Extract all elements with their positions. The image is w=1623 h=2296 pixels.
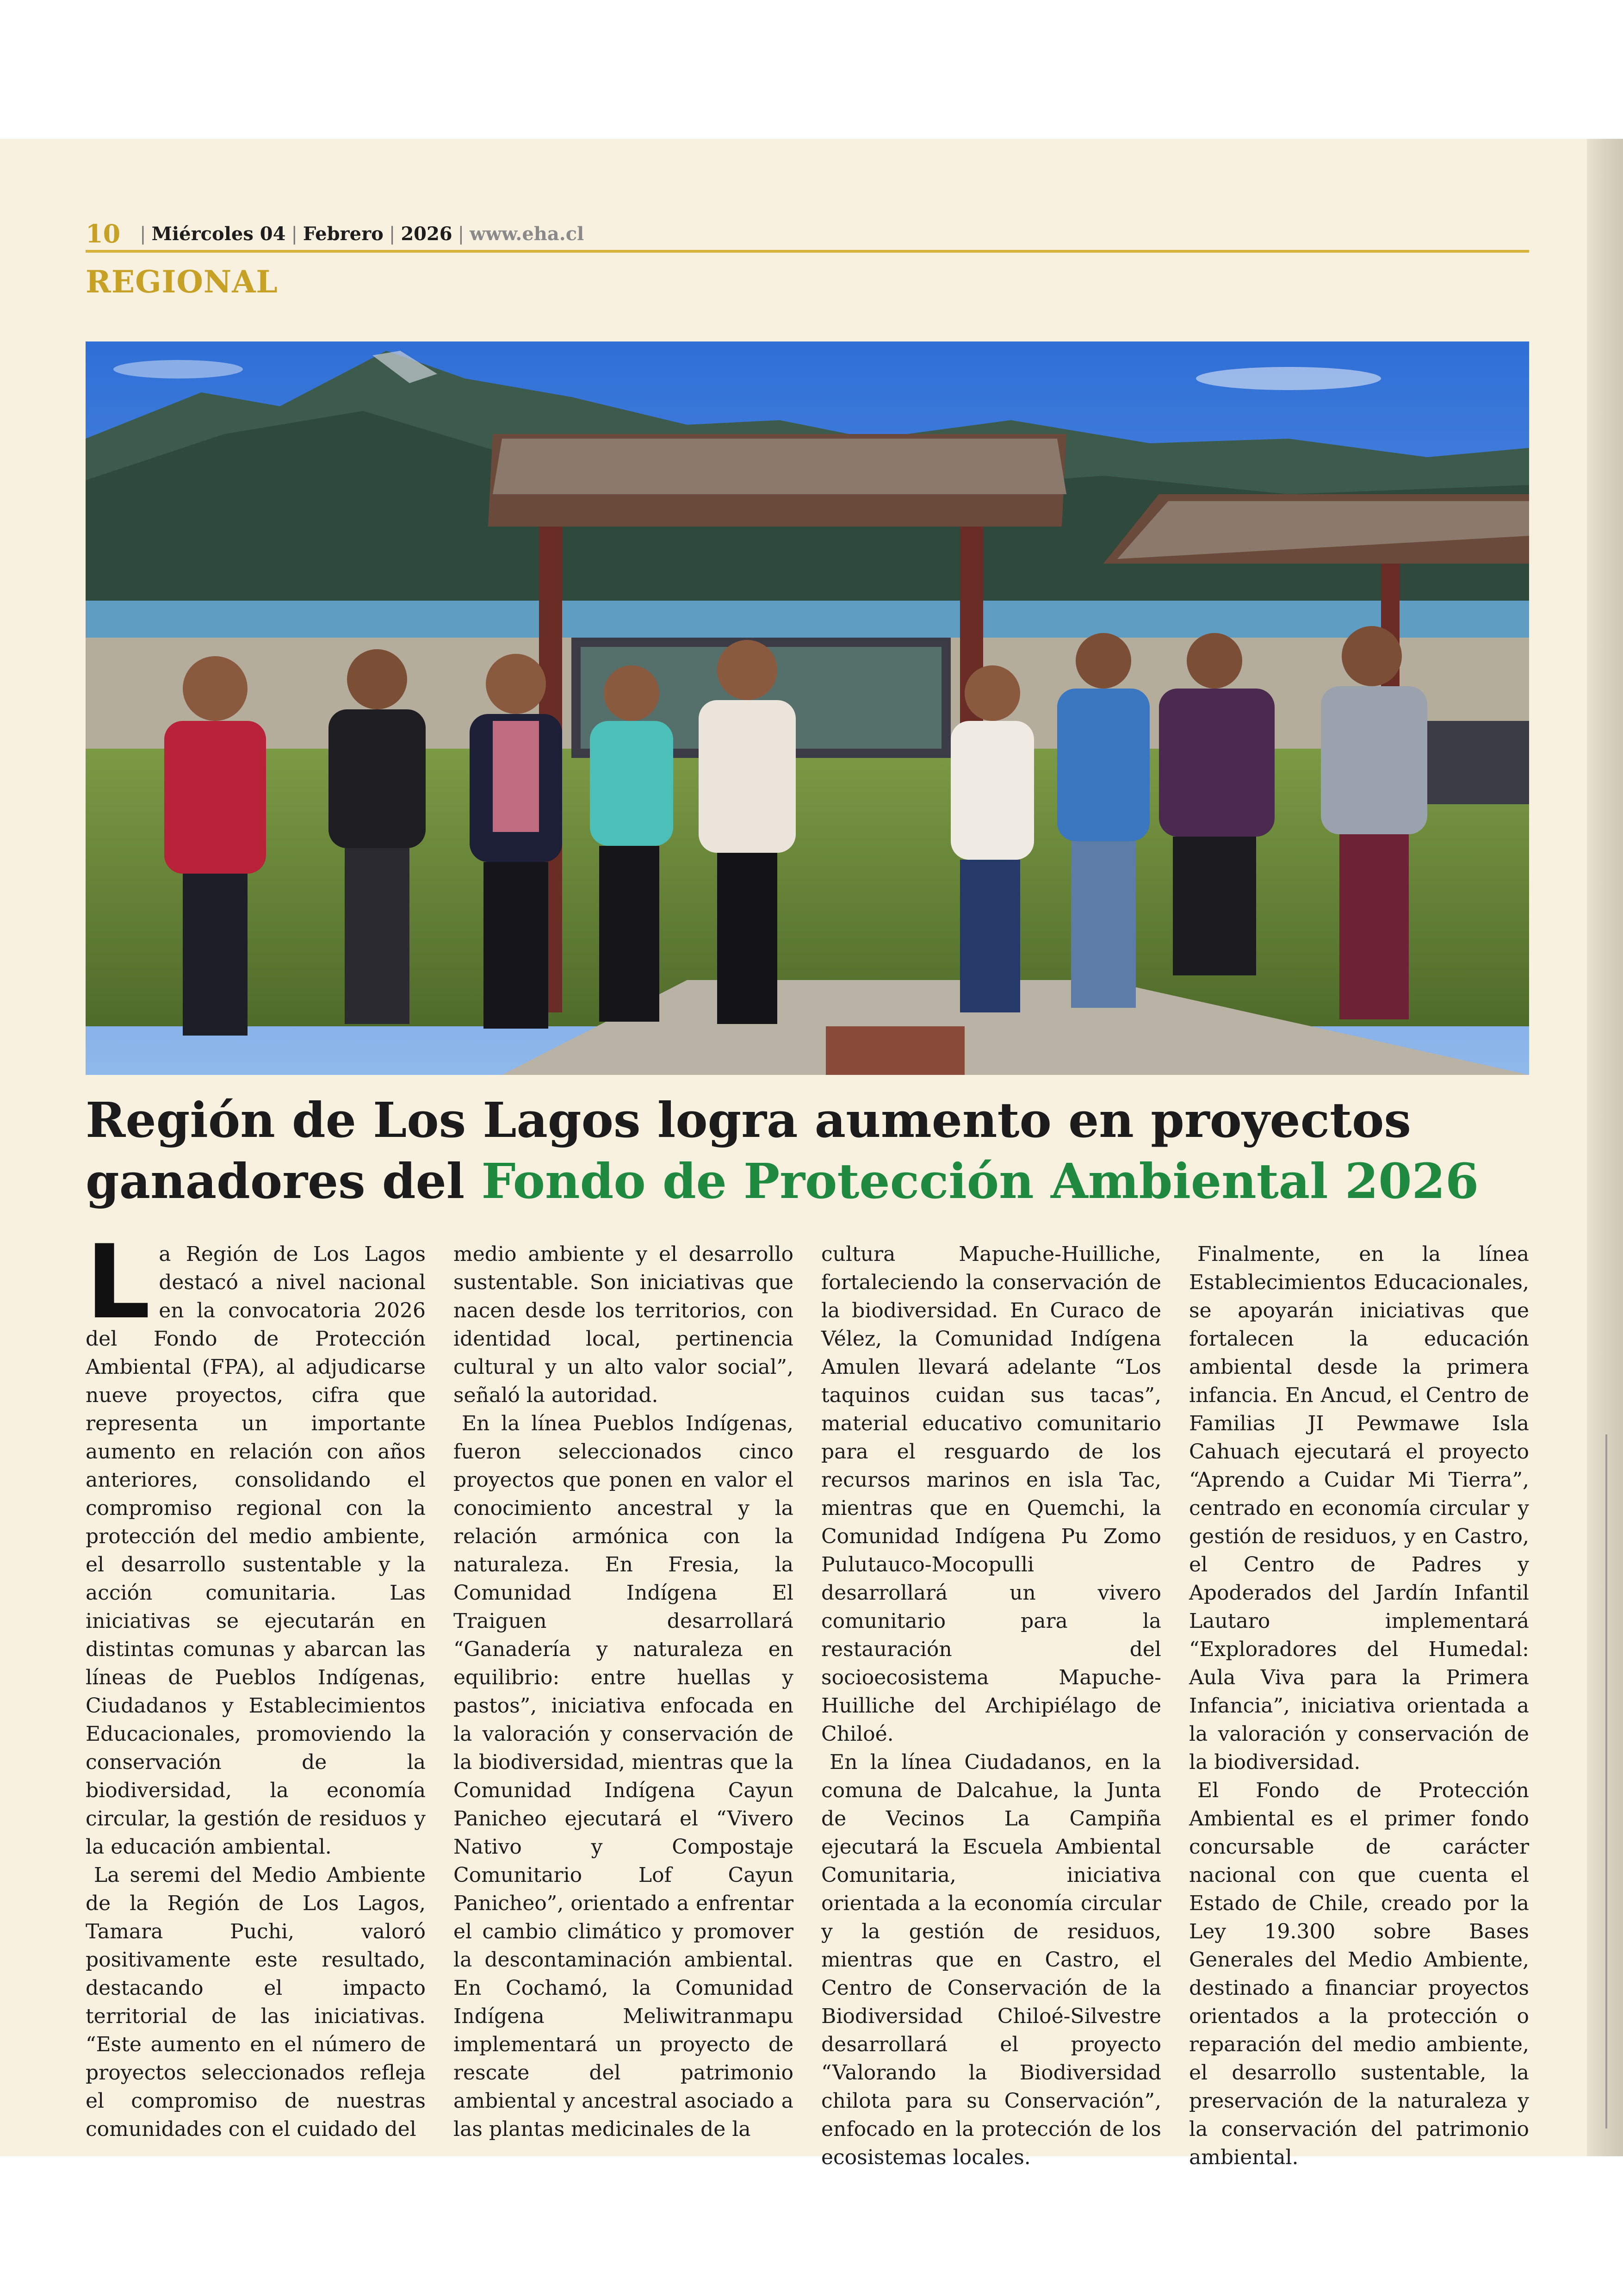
article-column-1 xyxy=(86,1223,426,2141)
header-day: Miércoles 04 xyxy=(151,223,286,245)
headline-main: Región de Los Lagos logra aumento en proyectos ganadores del xyxy=(86,1092,1411,1210)
article-column-3 xyxy=(821,1240,1161,2169)
paragraph: a Región de Los Lagos destacó a nivel nacional en la convocatoria 2026 del Fondo de Protección Ambiental (FPA), al adjudicarse nueve proyectos, cifra que representa un importante aumento en relación con años anteriores, consolidando el compromiso regional con la protección del medio ambiente, el desarrollo sustentable y la acción comunitaria. Las iniciativas se ejecutarán en distintas comunas y abarcan las líneas de Pueblos Indígenas, Ciudadanos y Establecimientos Educacionales, promoviendo la conservación de la biodiversidad, la economía circular, la gestión de residuos y la educación ambiental. xyxy=(86,1242,426,1859)
page-edge xyxy=(1587,139,1623,2156)
header-month: Febrero xyxy=(303,223,384,245)
drop-cap: L xyxy=(86,1223,151,1341)
paragraph: medio ambiente y el desarrollo sustentable. Son iniciativas que nacen desde los territorios, con identidad local, pertinencia cultural y un alto valor social”, señaló la autoridad. xyxy=(453,1242,793,1407)
paragraph: cultura Mapuche-Huilliche, fortaleciendo la conservación de la biodiversidad. En Curaco de Vélez, la Comunidad Indígena Amulen llevará adelante “Los taquinos cuidan sus tacas”, material educativo comunitario para el resguardo de los recursos marinos en isla Tac, mientras que en Quemchi, la Comunidad Indígena Pu Zomo Pulutauco-Mocopulli desarrollará un vivero comunitario para la restauración del socioecosistema Mapuche-Huilliche del Archipiélago de Chiloé. xyxy=(821,1242,1161,1746)
paragraph: La seremi del Medio Ambiente de la Región de Los Lagos, Tamara Puchi, valoró positivamente este resultado, destacando el impacto territorial de las iniciativas. “Este aumento en el número de proyectos seleccionados refleja el compromiso de nuestras comunidades con el cuidado del xyxy=(86,1863,426,2141)
header-website: www.eha.cl xyxy=(470,223,584,245)
header-date: | Miércoles 04 | Febrero | 2026 | www.eha.cl xyxy=(140,223,584,245)
paragraph: En la línea Ciudadanos, en la comuna de Dalcahue, la Junta de Vecinos La Campiña ejecutará la Escuela Ambiental Comunitaria, iniciativa orientada a la economía circular y la gestión de residuos, mientras que en Castro, el Centro de Conservación de la Biodiversidad Chiloé-Silvestre desarrollará el proyecto “Valorando la Biodiversidad chilota para su Conservación”, enfocado en la protección de los ecosistemas locales. xyxy=(821,1750,1161,2169)
page-number: 10 xyxy=(86,219,121,248)
paragraph: En la línea Pueblos Indígenas, fueron seleccionados cinco proyectos que ponen en valor el conocimiento ancestral y la relación armónica con la naturaleza. En Fresia, la Comunidad Indígena El Traiguen desarrollará “Ganadería y naturaleza en equilibrio: entre huellas y pastos”, iniciativa enfocada en la valoración y conservación de la biodiversidad, mientras que la Comunidad Indígena Cayun Panicheo ejecutará el “Vivero Nativo y Compostaje Comunitario Lof Cayun Panicheo”, orientado a enfrentar el cambio climático y promover la descontaminación ambiental. En Cochamó, la Comunidad Indígena Meliwitranmapu implementará un proyecto de rescate del patrimonio ambiental y ancestral asociado a las plantas medicinales de la xyxy=(453,1412,793,2141)
article-body xyxy=(86,1223,1529,2169)
page-header xyxy=(86,217,1529,253)
page-edge-line xyxy=(1605,1434,1607,2128)
group-photo-icon xyxy=(86,341,1529,1075)
paragraph: Finalmente, en la línea Establecimientos Educacionales, se apoyarán iniciativas que fortalecen la educación ambiental desde la primera infancia. En Ancud, el Centro de Familias JI Pewmawe Isla Cahuach ejecutará el proyecto “Aprendo a Cuidar Mi Tierra”, centrado en economía circular y gestión de residuos, y en Castro, el Centro de Padres y Apoderados del Jardín Infantil Lautaro implementará “Exploradores del Humedal: Aula Viva para la Primera Infancia”, iniciativa orientada a la valoración y conservación de la biodiversidad. xyxy=(1189,1242,1529,1774)
article-column-2 xyxy=(453,1240,793,2141)
article-column-4 xyxy=(1189,1240,1529,2169)
paragraph: El Fondo de Protección Ambiental es el primer fondo concursable de carácter nacional con que cuenta el Estado de Chile, creado por la Ley 19.300 sobre Bases Generales del Medio Ambiente, destinado a financiar proyectos orientados a la protección o reparación del medio ambiente, el desarrollo sustentable, la preservación de la naturaleza y la conservación del patrimonio ambiental. xyxy=(1189,1779,1529,2169)
headline-highlight: Fondo de Protección Ambiental 2026 xyxy=(481,1153,1479,1210)
article-headline xyxy=(86,1090,1529,1212)
section-label: REGIONAL xyxy=(86,264,278,300)
header-year: 2026 xyxy=(401,223,452,245)
